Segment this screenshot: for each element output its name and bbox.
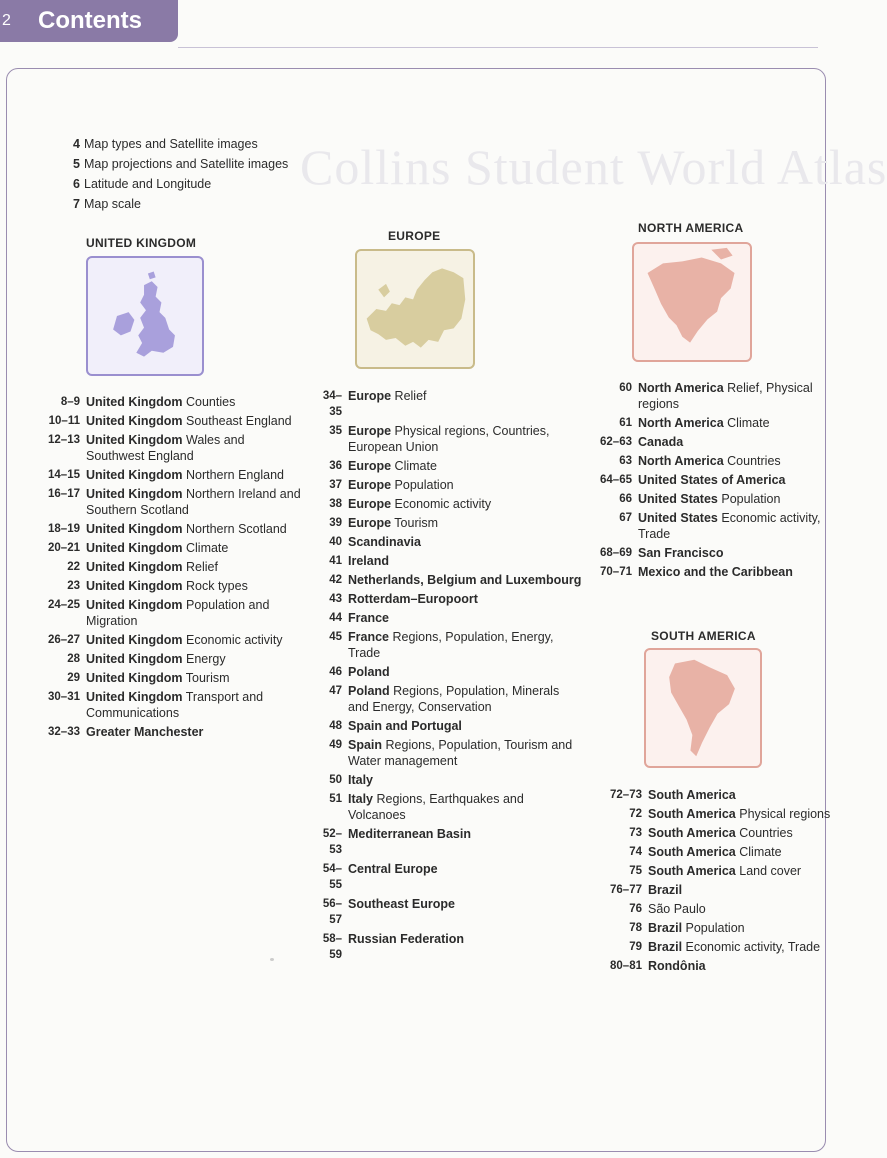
entry-page-number: 46 <box>329 666 342 678</box>
intro-page-number: 7 <box>73 197 80 211</box>
entry-page-number: 45 <box>329 631 342 643</box>
entry-page-number: 20–21 <box>48 542 80 554</box>
section-title-south-america: SOUTH AMERICA <box>651 629 756 643</box>
contents-entry[interactable] <box>600 825 840 841</box>
entry-title-detail: Climate <box>391 459 437 473</box>
entry-title-bold: United Kingdom <box>86 468 183 482</box>
entry-title-detail: Northern Scotland <box>182 522 287 536</box>
intro-item[interactable] <box>62 154 288 174</box>
entry-title-detail: Counties <box>182 395 236 409</box>
contents-entry[interactable] <box>312 553 582 569</box>
entry-page-number: 38 <box>329 498 342 510</box>
entry-page-number: 44 <box>329 612 342 624</box>
contents-entry[interactable] <box>600 863 840 879</box>
contents-entry[interactable] <box>594 510 834 542</box>
entry-title-detail: Tourism <box>182 671 230 685</box>
entry-title <box>86 559 306 575</box>
entry-title-detail: Population and Migration <box>86 598 270 628</box>
entry-title-detail: Northern Ireland and Southern Scotland <box>86 487 301 517</box>
entry-title-detail: Countries <box>735 826 793 840</box>
entry-page-number: 16–17 <box>48 488 80 500</box>
entry-title <box>86 521 306 537</box>
entry-title <box>86 394 306 410</box>
entry-page-number: 37 <box>329 479 342 491</box>
entry-page-number: 24–25 <box>48 599 80 611</box>
entry-title <box>648 901 840 917</box>
entry-title-detail: Climate <box>723 416 770 430</box>
contents-entry[interactable] <box>594 472 834 488</box>
entry-title <box>86 486 306 518</box>
contents-entry[interactable] <box>46 559 306 575</box>
entry-title-bold: Brazil <box>648 883 683 897</box>
entry-title-bold: San Francisco <box>638 546 724 560</box>
entry-title <box>638 380 834 412</box>
entry-title-detail: Northern England <box>182 468 284 482</box>
entry-title-detail: São Paulo <box>648 902 706 916</box>
contents-entry[interactable] <box>46 670 306 686</box>
entry-page-number: 23 <box>67 580 80 592</box>
entry-title-bold: Italy <box>348 773 374 787</box>
entry-title-bold: Spain <box>348 738 383 752</box>
entry-title-bold: United States of America <box>638 473 786 487</box>
intro-page-number: 6 <box>73 177 80 191</box>
entry-title-detail: Regions, Population, Minerals and Energy, Conservation <box>348 684 560 714</box>
entry-title-detail: Relief, Physical regions <box>638 381 813 411</box>
contents-entry[interactable] <box>594 491 834 507</box>
entry-title-bold: United Kingdom <box>86 652 183 666</box>
entry-title-detail: Energy <box>182 652 226 666</box>
page-title: Contents <box>38 7 142 34</box>
entry-page-number: 10–11 <box>48 415 80 427</box>
page-number: 2 <box>2 12 11 29</box>
intro-item[interactable] <box>62 194 288 214</box>
entry-title-bold: United Kingdom <box>86 579 183 593</box>
entry-title-bold: North America <box>638 454 724 468</box>
intro-title: Map types and Satellite images <box>84 137 258 151</box>
entry-title <box>348 534 582 550</box>
uk-map-thumbnail[interactable] <box>86 256 204 376</box>
entry-page-number: 51 <box>329 793 342 805</box>
entry-title-bold: United Kingdom <box>86 560 183 574</box>
intro-title: Map projections and Satellite images <box>84 157 289 171</box>
entry-title <box>638 453 834 469</box>
entry-title-bold: Russian Federation <box>348 932 464 946</box>
entry-title <box>648 920 840 936</box>
south-america-map-icon <box>646 650 760 766</box>
entry-title <box>348 388 582 420</box>
contents-entry[interactable] <box>312 826 582 858</box>
entry-page-number: 79 <box>629 941 642 953</box>
contents-entry[interactable] <box>594 380 834 412</box>
contents-entry[interactable] <box>312 683 582 715</box>
entry-title <box>348 664 582 680</box>
entry-title-detail: Wales and Southwest England <box>86 433 245 463</box>
entry-page-number: 14–15 <box>48 469 80 481</box>
contents-entry[interactable] <box>600 901 840 917</box>
contents-entry[interactable] <box>46 467 306 483</box>
entry-title-bold: South America <box>648 845 736 859</box>
contents-entry[interactable] <box>600 787 840 803</box>
entry-page-number: 29 <box>67 672 80 684</box>
entry-title <box>638 472 834 488</box>
entry-title-bold: France <box>348 611 389 625</box>
entry-page-number: 47 <box>329 685 342 697</box>
contents-entry[interactable] <box>312 423 582 455</box>
uk-contents-list <box>46 394 306 743</box>
contents-entry[interactable] <box>46 632 306 648</box>
entry-page-number: 42 <box>329 574 342 586</box>
entry-title <box>86 432 306 464</box>
entry-title <box>648 882 840 898</box>
contents-entry[interactable] <box>312 477 582 493</box>
entry-page-number: 66 <box>619 493 632 505</box>
entry-page-number: 8–9 <box>60 396 80 408</box>
entry-title-bold: United Kingdom <box>86 633 183 647</box>
intro-page-number: 5 <box>73 157 80 171</box>
contents-entry[interactable] <box>600 958 840 974</box>
entry-page-number: 75 <box>629 865 642 877</box>
intro-page-number: 4 <box>73 137 80 151</box>
contents-entry[interactable] <box>600 939 840 955</box>
entry-title-bold: Europe <box>348 516 392 530</box>
entry-page-number: 72 <box>629 808 642 820</box>
contents-entry[interactable] <box>46 413 306 429</box>
entry-title <box>348 629 582 661</box>
entry-title-bold: Central Europe <box>348 862 438 876</box>
entry-title-bold: France <box>348 630 389 644</box>
entry-page-number: 62–63 <box>600 436 632 448</box>
entry-title-bold: South America <box>648 826 736 840</box>
intro-title: Map scale <box>84 197 141 211</box>
entry-title-detail: Physical regions <box>735 807 831 821</box>
entry-title-bold: United Kingdom <box>86 522 183 536</box>
entry-page-number: 72–73 <box>610 789 642 801</box>
entry-title-detail: Economic activity, Trade <box>682 940 821 954</box>
entry-title <box>348 772 582 788</box>
intro-title: Latitude and Longitude <box>84 177 212 191</box>
contents-entry[interactable] <box>312 629 582 661</box>
entry-title <box>648 958 840 974</box>
entry-title <box>348 826 582 858</box>
entry-title <box>348 683 582 715</box>
entry-title-bold: Europe <box>348 478 392 492</box>
contents-entry[interactable] <box>312 388 582 420</box>
entry-title <box>648 806 840 822</box>
entry-title <box>648 787 840 803</box>
entry-title <box>86 689 306 721</box>
entry-page-number: 73 <box>629 827 642 839</box>
entry-title-bold: United Kingdom <box>86 414 183 428</box>
entry-title-bold: Greater Manchester <box>86 725 204 739</box>
contents-entry[interactable] <box>46 724 306 740</box>
entry-title <box>348 423 582 455</box>
contents-entry[interactable] <box>312 861 582 893</box>
entry-title <box>648 844 840 860</box>
entry-page-number: 54–55 <box>322 863 342 891</box>
entry-title <box>348 591 582 607</box>
print-speck <box>270 958 274 961</box>
entry-page-number: 49 <box>329 739 342 751</box>
entry-page-number: 28 <box>67 653 80 665</box>
entry-title <box>348 553 582 569</box>
section-title-north-america: NORTH AMERICA <box>638 221 744 235</box>
entry-page-number: 50 <box>329 774 342 786</box>
entry-page-number: 74 <box>629 846 642 858</box>
entry-title-bold: Poland <box>348 665 390 679</box>
entry-title-bold: Brazil <box>648 940 683 954</box>
entry-title-detail: Climate <box>735 845 782 859</box>
contents-entry[interactable] <box>312 772 582 788</box>
entry-title <box>638 545 834 561</box>
entry-title <box>648 825 840 841</box>
contents-entry[interactable] <box>594 453 834 469</box>
contents-entry[interactable] <box>312 718 582 734</box>
entry-page-number: 32–33 <box>48 726 80 738</box>
contents-entry[interactable] <box>312 931 582 963</box>
contents-entry[interactable] <box>312 737 582 769</box>
contents-entry[interactable] <box>594 434 834 450</box>
entry-title <box>348 458 582 474</box>
entry-page-number: 76–77 <box>610 884 642 896</box>
entry-title-detail: Population <box>391 478 454 492</box>
entry-title-bold: Mediterranean Basin <box>348 827 471 841</box>
entry-page-number: 68–69 <box>600 547 632 559</box>
entry-page-number: 61 <box>619 417 632 429</box>
entry-title-bold: United Kingdom <box>86 395 183 409</box>
entry-title-bold: Rotterdam–Europoort <box>348 592 478 606</box>
entry-page-number: 30–31 <box>48 691 80 703</box>
entry-title-bold: Canada <box>638 435 684 449</box>
contents-entry[interactable] <box>594 415 834 431</box>
entry-title <box>348 610 582 626</box>
entry-page-number: 52–53 <box>322 828 342 856</box>
contents-entry[interactable] <box>46 578 306 594</box>
entry-page-number: 39 <box>329 517 342 529</box>
entry-title-bold: Europe <box>348 497 392 511</box>
intro-item[interactable] <box>62 134 288 154</box>
entry-title <box>638 564 834 580</box>
entry-page-number: 35 <box>329 425 342 437</box>
entry-title <box>348 718 582 734</box>
contents-entry[interactable] <box>600 882 840 898</box>
entry-title-detail: Transport and Communications <box>86 690 264 720</box>
entry-title-bold: United Kingdom <box>86 598 183 612</box>
entry-title-detail: Economic activity <box>182 633 283 647</box>
entry-page-number: 40 <box>329 536 342 548</box>
entry-page-number: 78 <box>629 922 642 934</box>
entry-title-detail: Regions, Population, Tourism and Water management <box>348 738 573 768</box>
entry-page-number: 67 <box>619 512 632 524</box>
contents-entry[interactable] <box>312 534 582 550</box>
entry-page-number: 58–59 <box>322 933 342 961</box>
page-header-tab <box>0 0 178 42</box>
entry-title <box>86 632 306 648</box>
contents-entry[interactable] <box>600 920 840 936</box>
entry-page-number: 56–57 <box>322 898 342 926</box>
entry-page-number: 12–13 <box>48 434 80 446</box>
entry-title-detail: Climate <box>182 541 229 555</box>
contents-entry[interactable] <box>46 486 306 518</box>
contents-entry[interactable] <box>46 432 306 464</box>
entry-title-bold: Southeast Europe <box>348 897 455 911</box>
entry-title-detail: Tourism <box>391 516 439 530</box>
entry-title-bold: Europe <box>348 424 392 438</box>
contents-entry[interactable] <box>46 689 306 721</box>
entry-title-bold: Rondônia <box>648 959 706 973</box>
entry-title-bold: United Kingdom <box>86 671 183 685</box>
section-title-uk: UNITED KINGDOM <box>86 236 197 250</box>
europe-map-icon <box>357 251 473 367</box>
entry-title-bold: South America <box>648 864 736 878</box>
entry-title <box>86 467 306 483</box>
entry-page-number: 80–81 <box>610 960 642 972</box>
entry-page-number: 18–19 <box>48 523 80 535</box>
entry-title <box>348 791 582 823</box>
contents-entry[interactable] <box>312 591 582 607</box>
entry-title-detail: Countries <box>723 454 781 468</box>
entry-title <box>86 724 306 740</box>
entry-title-bold: South America <box>648 807 736 821</box>
contents-entry[interactable] <box>600 806 840 822</box>
contents-entry[interactable] <box>312 664 582 680</box>
entry-title-bold: North America <box>638 416 724 430</box>
north-america-map-icon <box>634 244 750 360</box>
entry-title-bold: United States <box>638 511 718 525</box>
entry-title-bold: Ireland <box>348 554 389 568</box>
entry-title-detail: Economic activity <box>391 497 492 511</box>
entry-title-detail: Economic activity, Trade <box>638 511 821 541</box>
entry-title-bold: United Kingdom <box>86 433 183 447</box>
south-america-map-thumbnail[interactable] <box>644 648 762 768</box>
entry-page-number: 22 <box>67 561 80 573</box>
watermark-text: Collins Student World Atlas <box>300 139 887 195</box>
contents-entry[interactable] <box>46 394 306 410</box>
contents-entry[interactable] <box>312 458 582 474</box>
entry-page-number: 70–71 <box>600 566 632 578</box>
entry-title-bold: United Kingdom <box>86 487 183 501</box>
entry-title <box>638 434 834 450</box>
contents-entry[interactable] <box>312 896 582 928</box>
contents-entry[interactable] <box>594 564 834 580</box>
entry-page-number: 34–35 <box>322 390 342 418</box>
entry-title-bold: United Kingdom <box>86 690 183 704</box>
entry-title-bold: North America <box>638 381 724 395</box>
entry-title <box>86 651 306 667</box>
entry-page-number: 41 <box>329 555 342 567</box>
south-america-contents-list <box>600 787 840 977</box>
entry-title-bold: Poland <box>348 684 390 698</box>
entry-title <box>638 491 834 507</box>
entry-title-bold: Netherlands, Belgium and Luxembourg <box>348 573 582 587</box>
entry-title <box>86 670 306 686</box>
entry-title-bold: South America <box>648 788 736 802</box>
header-rule <box>178 47 818 48</box>
entry-title-detail: Land cover <box>735 864 802 878</box>
entry-title <box>86 540 306 556</box>
entry-title <box>348 896 582 928</box>
north-america-map-thumbnail[interactable] <box>632 242 752 362</box>
contents-entry[interactable] <box>312 515 582 531</box>
contents-entry[interactable] <box>46 651 306 667</box>
intro-list <box>62 134 288 214</box>
entry-title <box>638 510 834 542</box>
north-america-contents-list <box>594 380 834 583</box>
europe-map-thumbnail[interactable] <box>355 249 475 369</box>
intro-item[interactable] <box>62 174 288 194</box>
entry-title <box>86 578 306 594</box>
entry-title-detail: Population <box>717 492 781 506</box>
entry-title <box>648 939 840 955</box>
entry-title <box>86 413 306 429</box>
entry-title-detail: Relief <box>182 560 218 574</box>
entry-title-detail: Relief <box>391 389 427 403</box>
entry-page-number: 43 <box>329 593 342 605</box>
entry-title-detail: Southeast England <box>182 414 292 428</box>
entry-title <box>348 861 582 893</box>
entry-title <box>348 572 582 588</box>
uk-map-icon <box>88 258 202 374</box>
contents-entry[interactable] <box>600 844 840 860</box>
entry-page-number: 64–65 <box>600 474 632 486</box>
entry-title-detail: Regions, Population, Energy, Trade <box>348 630 554 660</box>
entry-title <box>86 597 306 629</box>
entry-page-number: 36 <box>329 460 342 472</box>
contents-entry[interactable] <box>46 597 306 629</box>
entry-title-detail: Physical regions, Countries, European Union <box>348 424 550 454</box>
contents-entry[interactable] <box>46 521 306 537</box>
entry-title <box>648 863 840 879</box>
entry-page-number: 48 <box>329 720 342 732</box>
entry-title-detail: Rock types <box>182 579 248 593</box>
entry-title-detail: Regions, Earthquakes and Volcanoes <box>348 792 524 822</box>
europe-contents-list <box>312 388 582 966</box>
entry-title <box>348 515 582 531</box>
entry-title-detail: Population <box>682 921 745 935</box>
contents-entry[interactable] <box>312 496 582 512</box>
entry-page-number: 26–27 <box>48 634 80 646</box>
entry-title-bold: Italy <box>348 792 374 806</box>
entry-page-number: 63 <box>619 455 632 467</box>
entry-title <box>348 496 582 512</box>
entry-page-number: 60 <box>619 382 632 394</box>
contents-entry[interactable] <box>594 545 834 561</box>
entry-title-bold: Brazil <box>648 921 683 935</box>
entry-title-bold: Europe <box>348 459 392 473</box>
entry-title <box>638 415 834 431</box>
entry-title-bold: Spain and Portugal <box>348 719 462 733</box>
contents-entry[interactable] <box>46 540 306 556</box>
entry-title <box>348 737 582 769</box>
entry-page-number: 76 <box>629 903 642 915</box>
entry-title <box>348 477 582 493</box>
contents-entry[interactable] <box>312 572 582 588</box>
contents-entry[interactable] <box>312 610 582 626</box>
entry-title-bold: Europe <box>348 389 392 403</box>
entry-title-bold: Scandinavia <box>348 535 421 549</box>
entry-title <box>348 931 582 963</box>
entry-title-bold: United Kingdom <box>86 541 183 555</box>
entry-title-bold: United States <box>638 492 718 506</box>
entry-title-bold: Mexico and the Caribbean <box>638 565 793 579</box>
contents-entry[interactable] <box>312 791 582 823</box>
section-title-europe: EUROPE <box>388 229 441 243</box>
